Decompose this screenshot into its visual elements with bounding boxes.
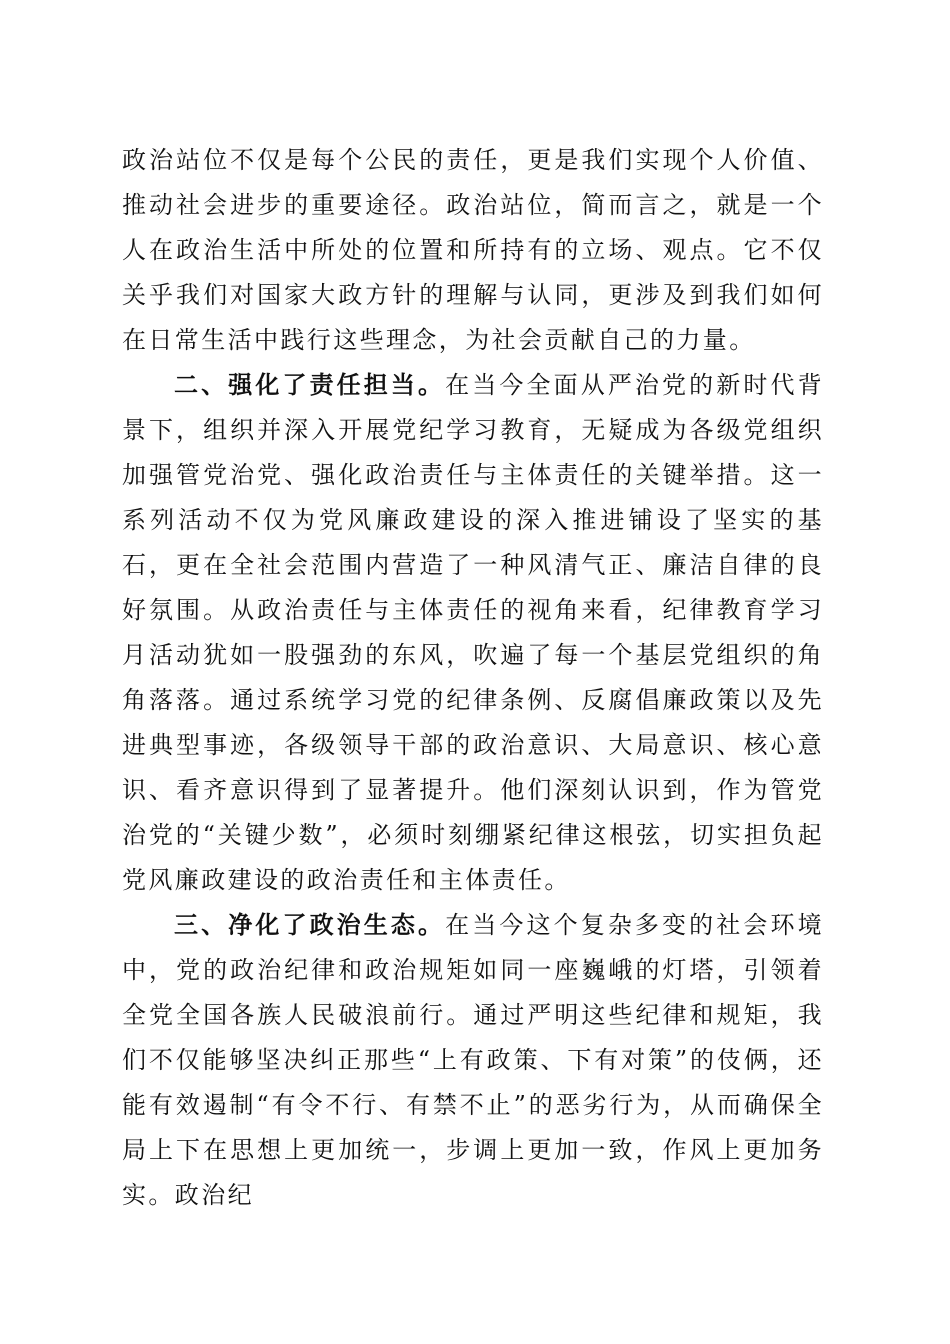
paragraph-responsibility <box>122 363 824 903</box>
section-heading-political-ecology: 三、净化了政治生态。 <box>174 911 446 939</box>
paragraph-text: 在当今全面从严治党的新时代背景下，组织并深入开展党纪学习教育，无疑成为各级党组织加强管党治党、强化政治责任与主体责任的关键举措。这一系列活动不仅为党风廉政建设的深入推进铺设了坚实的基石，更在全社会范围内营造了一种风清气正、廉洁自律的良好氛围。从政治责任与主体责任的视角来看，纪律教育学习月活动犹如一股强劲的东风，吹遍了每一个基层党组织的角角落落。通过系统学习党的纪律条例、反腐倡廉政策以及先进典型事迹，各级领导干部的政治意识、大局意识、核心意识、看齐意识得到了显著提升。他们深刻认识到，作为管党治党的“关键少数”，必须时刻绷紧纪律这根弦，切实担负起党风廉政建设的政治责任和主体责任。 <box>122 371 825 894</box>
paragraph-political-ecology <box>122 903 824 1218</box>
paragraph-text: 在当今这个复杂多变的社会环境中，党的政治纪律和政治规矩如同一座巍峨的灯塔，引领着全党全国各族人民破浪前行。通过严明这些纪律和规矩，我们不仅能够坚决纠正那些“上有政策、下有对策”的伎俩，还能有效遏制“有令不行、有禁不止”的恶劣行为，从而确保全局上下在思想上更加统一，步调上更加一致，作风上更加务实。政治纪 <box>122 911 825 1209</box>
document-body <box>122 138 824 1218</box>
section-heading-responsibility: 二、强化了责任担当。 <box>174 371 446 399</box>
paragraph-political-stance <box>122 138 824 363</box>
paragraph-text: 政治站位不仅是每个公民的责任，更是我们实现个人价值、推动社会进步的重要途径。政治站位，简而言之，就是一个人在政治生活中所处的位置和所持有的立场、观点。它不仅关乎我们对国家大政方针的理解与认同，更涉及到我们如何在日常生活中践行这些理念，为社会贡献自己的力量。 <box>122 146 824 354</box>
